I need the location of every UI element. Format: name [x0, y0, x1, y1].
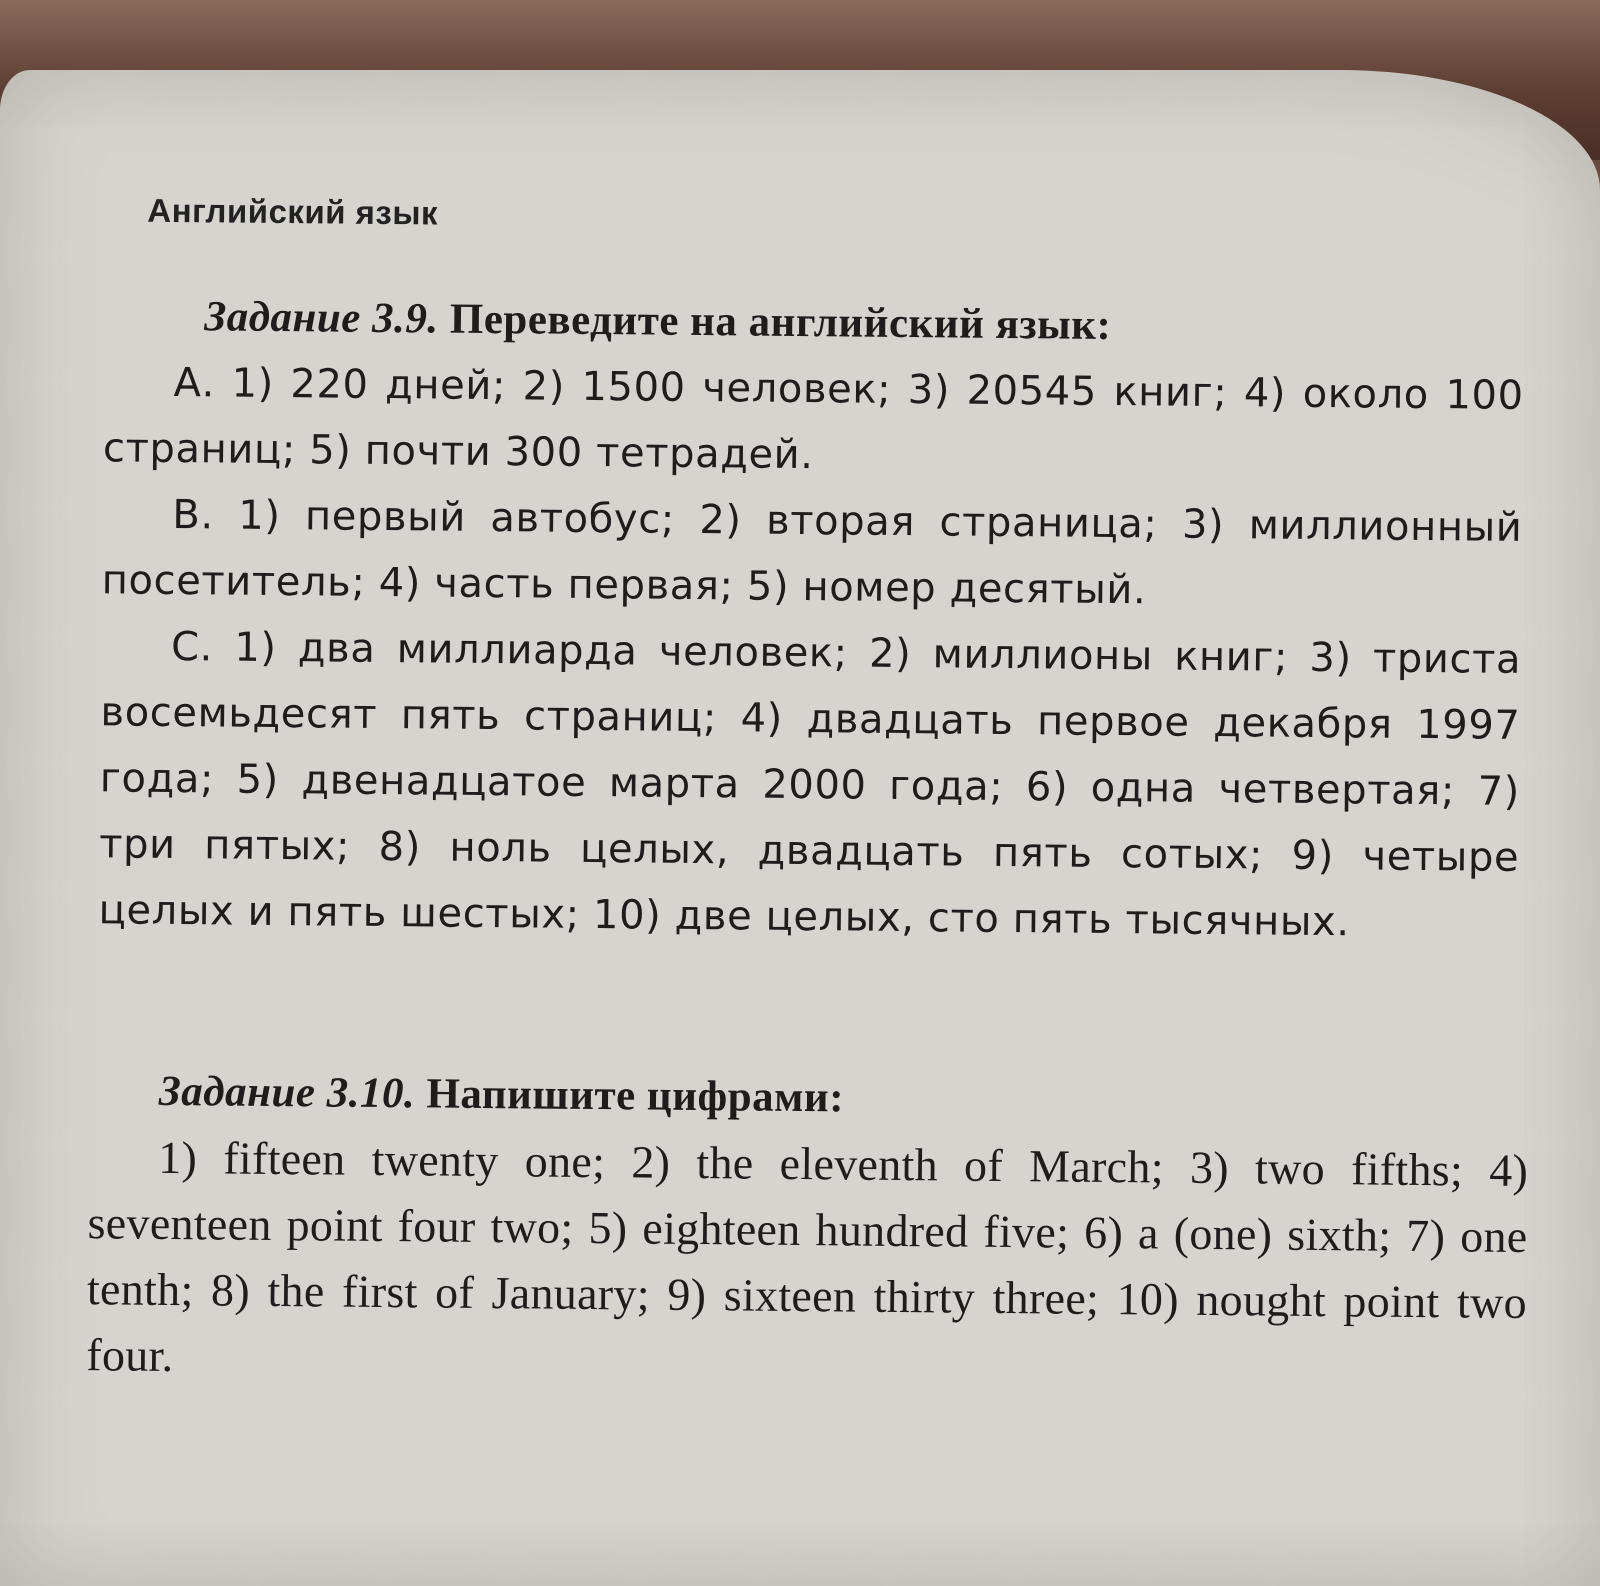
task-3-10-items: 1) fifteen twenty one; 2) the eleventh of March; 3) two fifths; 4) seventeen point four two; 5) eighteen hundred five; 6) a (one) sixth; 7) one tenth; 8) the first of January; 9) sixteen thirty three; 10) nought point two four.: [86, 1131, 1529, 1382]
task-3-9-part-b: В. 1) первый автобус; 2) вторая страница; 3) миллионный посетитель; 4) часть первая; 5) номер десятый.: [101, 491, 1523, 614]
task-3-9-label: Задание 3.9.: [204, 293, 439, 343]
task-3-9-part-a: А. 1) 220 дней; 2) 1500 человек; 3) 20545 книг; 4) около 100 страниц; 5) почти 300 тетрадей.: [102, 359, 1524, 479]
task-3-9: [98, 283, 1524, 957]
task-3-10-instruction: Напишите цифрами:: [426, 1070, 845, 1122]
running-head: Английский язык: [147, 191, 439, 232]
book-page: [0, 70, 1600, 1586]
task-3-10-label: Задание 3.10.: [158, 1067, 416, 1118]
task-3-10: [86, 1058, 1529, 1402]
task-3-9-part-c: С. 1) два миллиарда человек; 2) миллионы книг; 3) триста восемьдесят пять страниц; 4) двадцать первое декабря 1997 года; 5) двенадцатое марта 2000 года; 6) одна четвертая; 7) три пятых; 8) ноль целых, двадцать пять сотых; 9) четыре целых и пять шестых; 10) две целых, сто пять тысячных.: [98, 623, 1522, 946]
task-3-9-instruction: Переведите на английский язык:: [449, 295, 1112, 349]
page-content: [0, 62, 1600, 1586]
